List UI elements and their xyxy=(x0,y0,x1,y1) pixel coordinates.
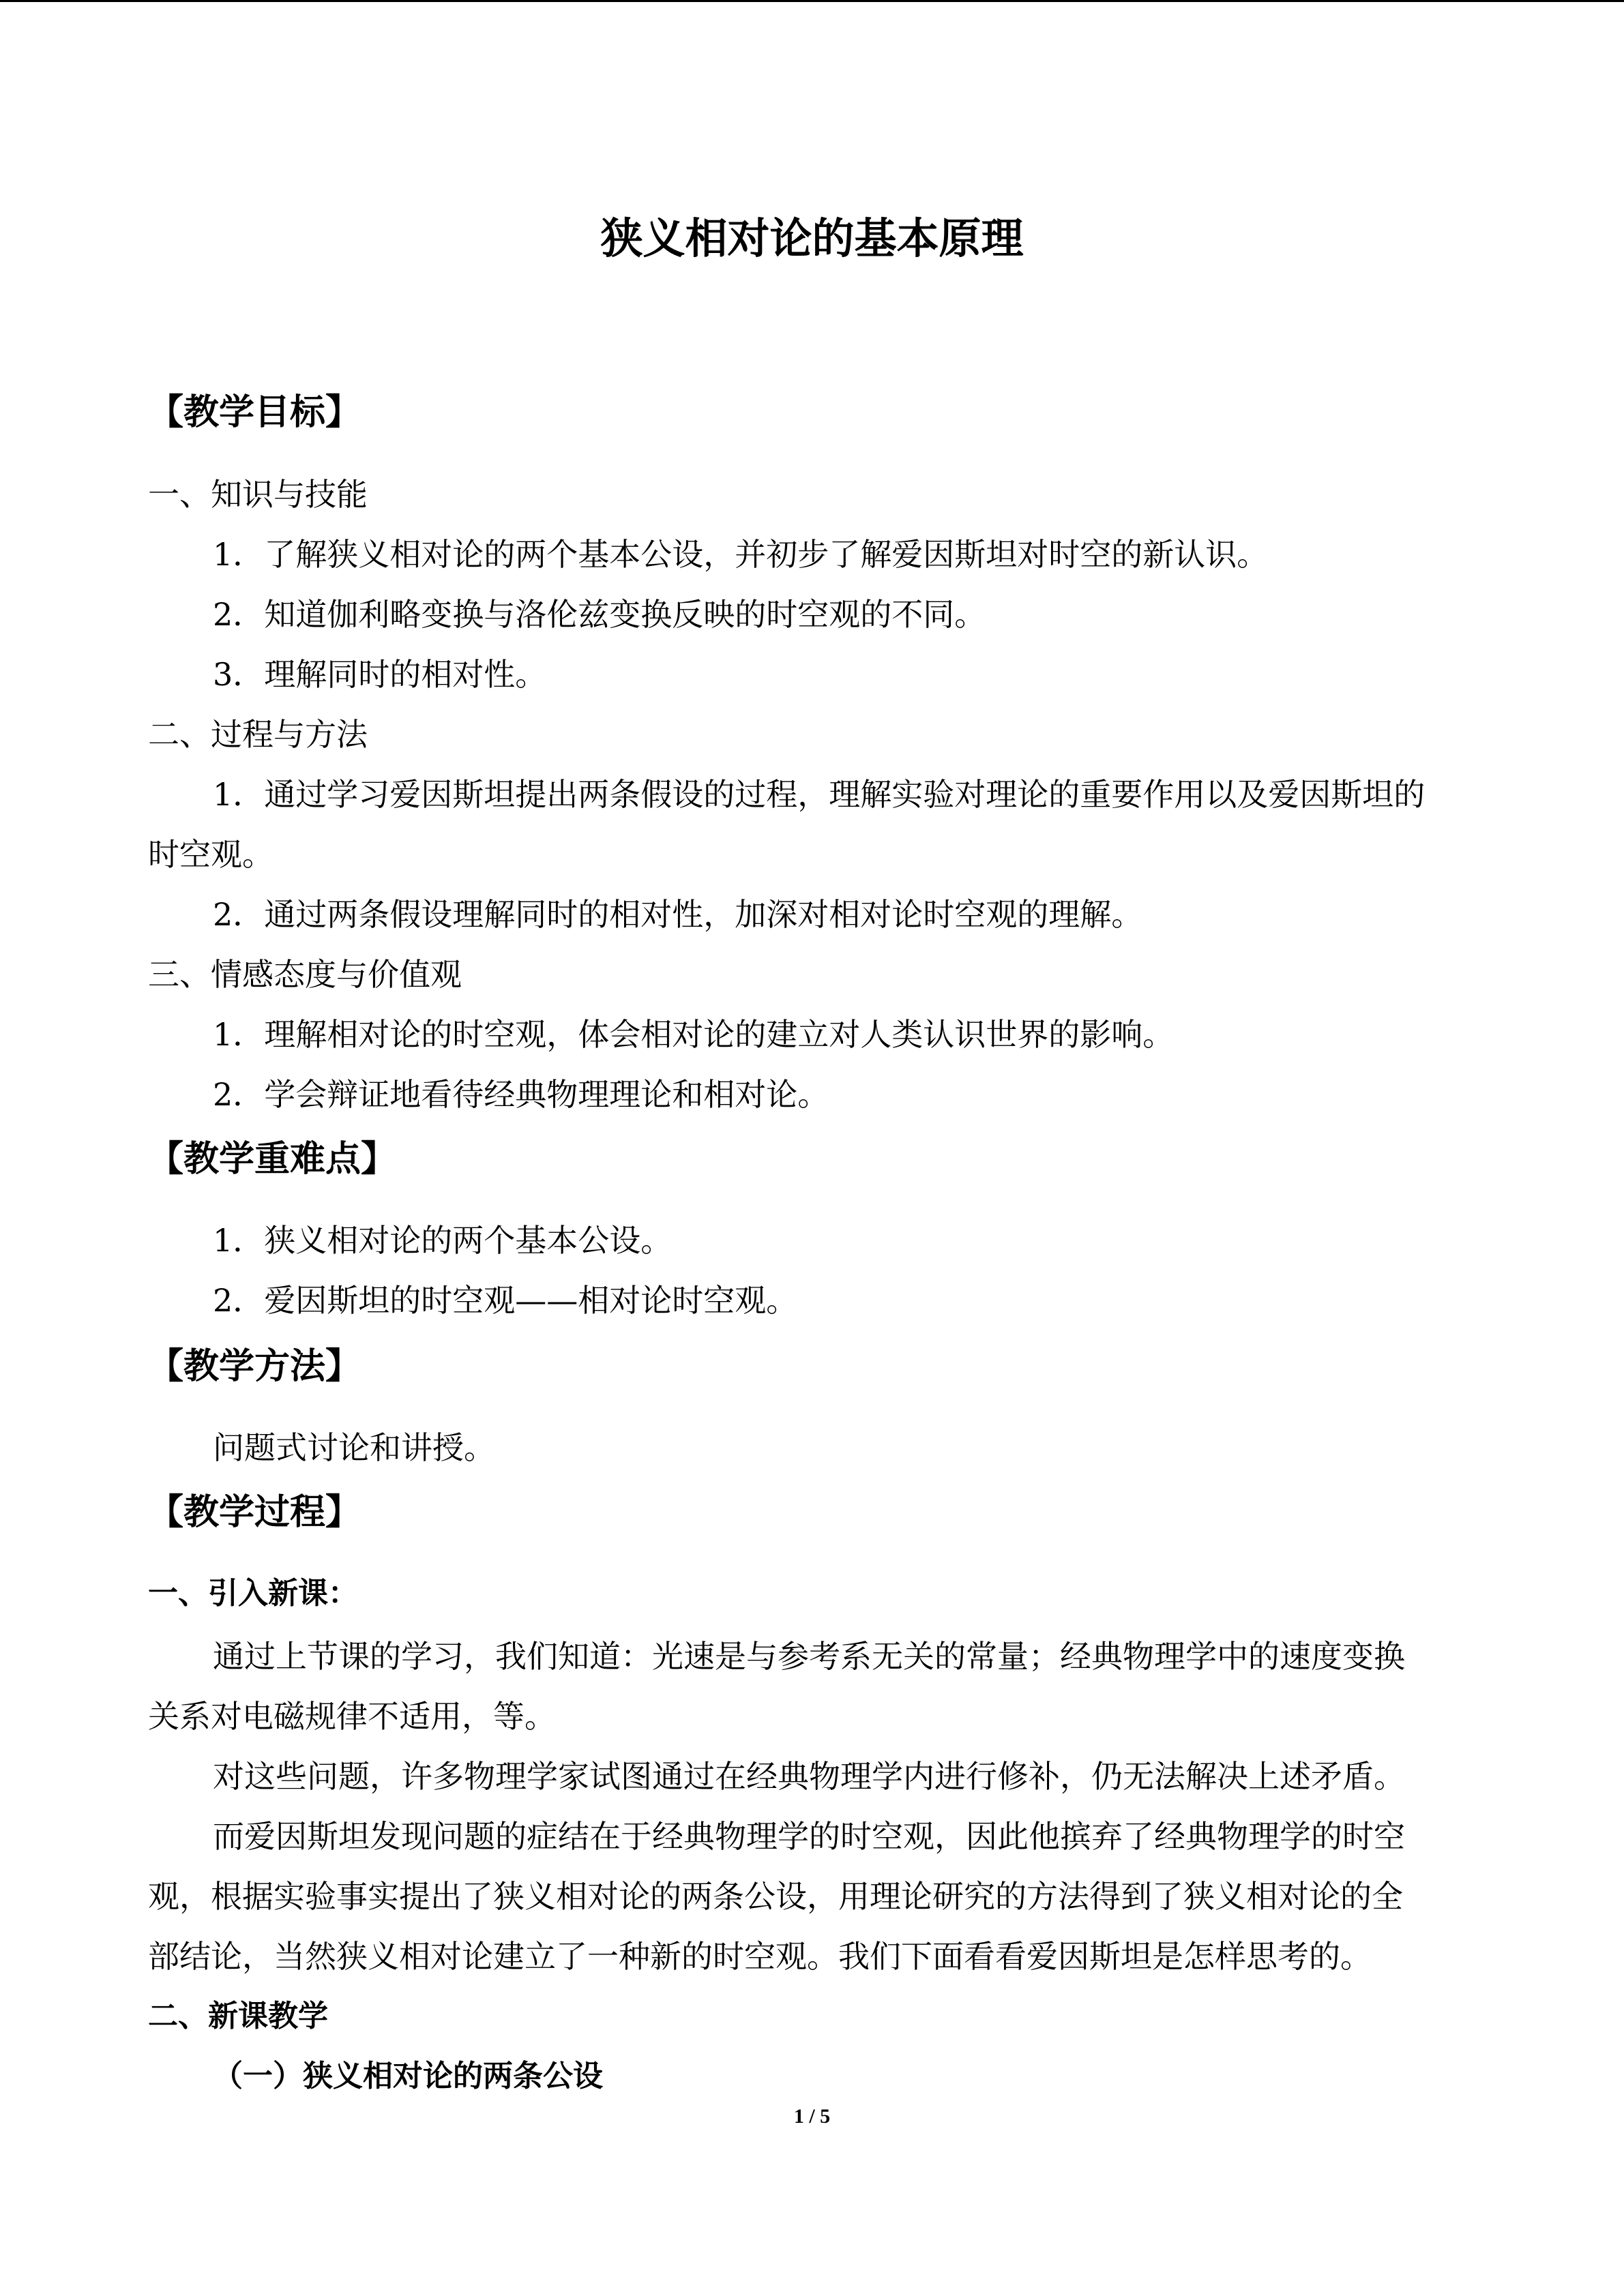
paragraph-line: 对这些问题，许多物理学家试图通过在经典物理学内进行修补，仍无法解决上述矛盾。 xyxy=(213,1758,1405,1795)
goal-item: 1．了解狭义相对论的两个基本公设，并初步了解爱因斯坦对时空的新认识。 xyxy=(213,536,1269,573)
method-item: 问题式讨论和讲授。 xyxy=(213,1429,495,1466)
goal-item: 2．知道伽利略变换与洛伦兹变换反映的时空观的不同。 xyxy=(213,596,986,633)
process-subheading-new-lesson: 二、新课教学 xyxy=(148,1999,328,2033)
section-heading-difficulties: 【教学重难点】 xyxy=(148,1139,397,1180)
process-subheading-intro: 一、引入新课： xyxy=(148,1576,358,1611)
section-heading-goals: 【教学目标】 xyxy=(148,392,361,433)
page-top-border xyxy=(0,0,1624,2)
paragraph-line: 部结论，当然狭义相对论建立了一种新的时空观。我们下面看看爱因斯坦是怎样思考的。 xyxy=(148,1938,1372,1975)
paragraph-line: 关系对电磁规律不适用，等。 xyxy=(148,1698,556,1735)
goal-item: 1．通过学习爱因斯坦提出两条假设的过程，理解实验对理论的重要作用以及爱因斯坦的 xyxy=(213,776,1426,813)
section-heading-methods: 【教学方法】 xyxy=(148,1346,361,1387)
paragraph-line: 通过上节课的学习，我们知道：光速是与参考系无关的常量；经典物理学中的速度变换 xyxy=(213,1638,1405,1675)
section-heading-process: 【教学过程】 xyxy=(148,1492,361,1533)
page-number: 1 / 5 xyxy=(793,2105,831,2128)
goal-item: 3．理解同时的相对性。 xyxy=(213,656,547,693)
process-subsection-postulates: （一）狭义相对论的两条公设 xyxy=(213,2059,603,2093)
goal-item: 1．理解相对论的时空观，体会相对论的建立对人类认识世界的影响。 xyxy=(213,1016,1175,1053)
difficulty-item: 2．爱因斯坦的时空观——相对论时空观。 xyxy=(213,1282,798,1319)
paragraph-line: 而爱因斯坦发现问题的症结在于经典物理学的时空观，因此他摈弃了经典物理学的时空 xyxy=(213,1818,1405,1855)
subheading-process: 二、过程与方法 xyxy=(148,716,368,753)
goal-item: 2．学会辩证地看待经典物理理论和相对论。 xyxy=(213,1076,829,1113)
paragraph-line: 观，根据实验事实提出了狭义相对论的两条公设，用理论研究的方法得到了狭义相对论的全 xyxy=(148,1878,1403,1915)
subheading-attitude: 三、情感态度与价值观 xyxy=(148,956,462,993)
goal-item-continued: 时空观。 xyxy=(148,836,274,873)
goal-item: 2．通过两条假设理解同时的相对性，加深对相对论时空观的理解。 xyxy=(213,896,1143,933)
subheading-knowledge: 一、知识与技能 xyxy=(148,476,368,513)
difficulty-item: 1．狭义相对论的两个基本公设。 xyxy=(213,1222,673,1259)
page-title: 狭义相对论的基本原理 xyxy=(600,213,1024,263)
